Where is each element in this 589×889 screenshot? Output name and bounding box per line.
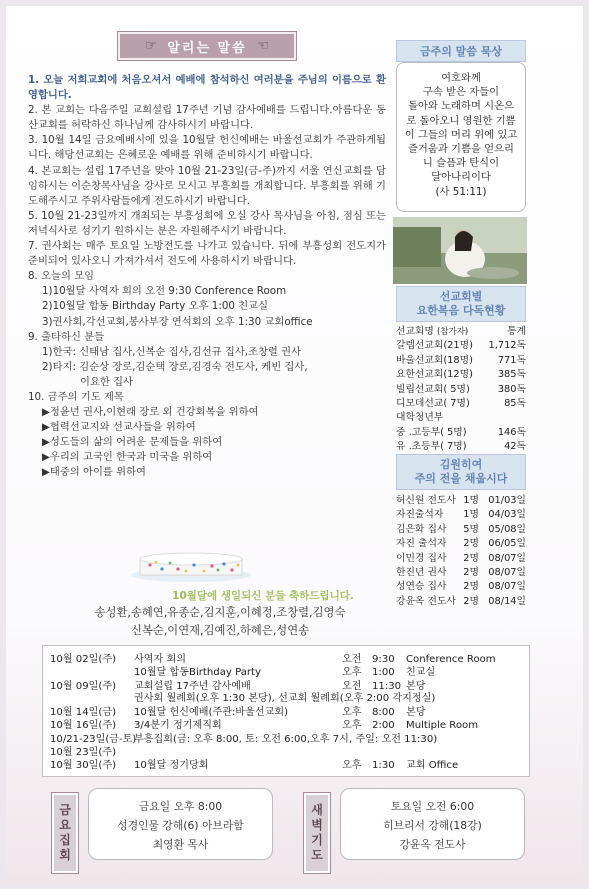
notice-item: 2. 본 교회는 다음주일 교회설립 17주년 기념 감사예배를 드립니다.아름다운 동산교회를 허락하신 하나님께 감사하시기 바랍니다.: [28, 104, 386, 132]
schedule-ampm: 오전: [342, 654, 362, 665]
mission-header-line: 선교회별: [439, 290, 483, 303]
invite-date: 08/07일: [488, 581, 526, 593]
table-row: [396, 383, 526, 397]
mission-name: 대학청년부: [396, 412, 444, 424]
mission-table-header: [396, 325, 526, 339]
verse-reference: (사 51:11): [435, 185, 487, 198]
verse-line: 달아나리이다: [431, 171, 491, 184]
prayer-heading: 10. 금주의 기도 제목: [28, 390, 124, 403]
schedule-place: 교회 Office: [406, 760, 459, 771]
schedule-time: 9:30: [372, 654, 395, 665]
invite-count: 1명: [463, 495, 479, 506]
dawn-line: 토요일 오전 6:00: [390, 800, 475, 813]
table-row: [396, 537, 526, 551]
invite-date: 06/05일: [488, 538, 526, 550]
schedule-date: 10월 09일(주): [50, 681, 117, 692]
dawn-line: 히브리서 강해(18강): [383, 819, 482, 832]
dawn-tag-char: 기: [311, 833, 323, 847]
invite-count: 2명: [463, 538, 479, 550]
pointing-hand-left-icon: ☜: [256, 38, 270, 54]
schedule-time: 11:30: [372, 681, 402, 692]
prayer-item: ▶우리의 고국인 한국과 미국을 위하여: [42, 451, 213, 464]
birthday-names: [40, 604, 400, 640]
invite-name: 강윤옥 전도사: [396, 595, 456, 607]
schedule-time: 8:00: [372, 707, 395, 718]
mission-name: 갈렙선교회(21명): [396, 340, 473, 352]
schedule-place: 친교실: [406, 667, 436, 678]
invite-date: 08/07일: [488, 567, 526, 579]
notices-title-text: 알리는 말씀: [167, 40, 247, 56]
verse-line: 여호와께: [441, 72, 481, 84]
meetings-heading: 8. 오늘의 모임: [28, 270, 95, 283]
invite-count: 1명: [463, 509, 479, 521]
schedule-time: 1:30: [372, 760, 395, 771]
invite-header: [396, 454, 526, 490]
notice-item: 5. 10월 21-23일까지 개최되는 부흥성회에 오실 강사 목사님을 아침, 점심 또는 저녁식사로 섬기기 원하시는 분은 자원해주시기 바랍니다.: [28, 209, 386, 237]
invite-name: 김은화 집사: [396, 523, 447, 535]
mission-count: 1,712독: [488, 340, 526, 352]
invite-header-line: 김원히여: [439, 458, 483, 471]
dawn-tag-char: 벽: [311, 818, 323, 832]
schedule-ampm: 오후: [342, 707, 362, 718]
dawn-tag-char: 새: [311, 803, 323, 817]
verse-line: 니 슬픔과 탄식이: [422, 157, 500, 170]
invite-count: 2명: [463, 552, 479, 564]
table-row: [396, 339, 526, 353]
invite-date: 01/03일: [488, 495, 526, 506]
friday-tag-char: 집: [59, 833, 71, 847]
meeting-item: 1)10월달 사역자 회의 오전 9:30 Conference Room: [42, 285, 287, 298]
friday-line: 성경인물 강해(6) 아브라함: [117, 819, 244, 832]
mission-col-count: 통계: [507, 326, 526, 337]
verse-header: 금주의 말씀 묵상: [396, 40, 526, 62]
schedule-date: 10월 14일(금): [50, 707, 117, 718]
dawn-tag: [304, 793, 330, 873]
visit-item: 이요한 집사: [80, 375, 134, 388]
table-row: [396, 426, 526, 440]
invite-date: 08/14일: [488, 595, 526, 607]
notice-item: 7. 권사회는 매주 토요일 노방전도를 나가고 있습니다. 뒤에 부흥성회 전도지가 준비되어 있사오니 가져가셔서 전도에 사용하시기 바랍니다.: [28, 240, 386, 268]
mission-count: 385독: [497, 369, 526, 381]
notices-title: [118, 32, 296, 60]
mission-header-line: 요한복음 다독현황: [416, 304, 506, 317]
prayer-item: ▶협력선교지와 선교사들을 위하여: [42, 421, 196, 434]
invite-count: 2명: [463, 595, 479, 607]
schedule-event: 권사회 월례회(오후 1:30 본당), 선교회 월례회(오후 2:00 각지정실): [134, 693, 436, 704]
mission-count: 380독: [497, 383, 526, 395]
verse-line: 로 돌아오니 영원한 기쁨: [406, 114, 516, 127]
mission-name: 바울선교회(18명): [396, 354, 473, 366]
schedule-place: Conference Room: [406, 654, 496, 665]
mission-col-name: 선교회명: [396, 326, 434, 337]
mission-name: 요한선교회(12명): [396, 369, 473, 381]
dawn-box: [340, 788, 525, 860]
dawn-line: 강윤옥 전도사: [399, 838, 466, 851]
invite-date: 08/07일: [488, 552, 526, 564]
schedule-date: 10월 23일(주): [50, 747, 117, 758]
table-row: [396, 508, 526, 522]
verse-photo: [393, 217, 527, 284]
schedule-time: 1:00: [372, 667, 395, 678]
friday-tag-char: 요: [59, 818, 71, 832]
notices-body: [28, 73, 386, 481]
schedule-time: 2:00: [372, 720, 395, 731]
table-row: [396, 397, 526, 411]
invite-name: 자진 출석자: [396, 538, 447, 550]
schedule-event: 10월달 합동Birthday Party: [134, 667, 261, 678]
schedule-place: 본당: [406, 707, 426, 718]
invite-name: 이민경 집사: [396, 552, 447, 564]
schedule-ampm: 오전: [342, 681, 362, 692]
invite-name: 자진출석자: [396, 509, 444, 521]
friday-box: [88, 788, 273, 860]
invite-name: 허신원 전도사: [396, 495, 456, 506]
invite-count: 5명: [463, 523, 479, 535]
prayer-item: ▶태중의 아이를 위하여: [42, 466, 146, 479]
verse-line: 돌아와 노래하며 시온으: [407, 100, 514, 113]
invite-count: 2명: [463, 567, 479, 579]
table-row: [396, 566, 526, 580]
friday-tag: [52, 793, 78, 873]
schedule-event: 부흥집회(금: 오후 8:00, 토: 오전 6:00,오후 7시, 주일: 오전 11:30): [134, 734, 438, 745]
mission-count: 42독: [504, 441, 526, 453]
table-row: [396, 354, 526, 368]
verse-line: 이 그들의 머리 위에 있고: [404, 128, 518, 141]
table-row: [396, 494, 526, 508]
table-row: [396, 440, 526, 454]
table-row: [396, 580, 526, 594]
birthday-names-line: 송성환,송혜연,유종순,김지훈,이혜정,조창렬,김영숙: [94, 606, 346, 619]
birthday-cake-icon: [128, 545, 254, 583]
meeting-item: 2)10월달 합동 Birthday Party 오후 1:00 친교실: [42, 300, 269, 313]
table-row: [396, 552, 526, 566]
prayer-item: ▶성도들의 삶의 어려운 문제들을 위하여: [42, 436, 223, 449]
table-row: [396, 411, 526, 425]
invite-count: 2명: [463, 581, 479, 593]
friday-line: 최영환 목사: [152, 838, 209, 851]
invite-table: [396, 494, 526, 609]
mission-count: [480, 411, 526, 425]
prayer-item: ▶정윤년 권사,이현래 장로 외 건강회복을 위하여: [42, 406, 259, 419]
birthday-names-line: 신복순,이연재,김예진,하혜은,성연송: [130, 624, 310, 637]
mission-name: 유 .초등부( 7명): [396, 441, 467, 453]
invite-header-line: 주의 전을 채웁시다: [414, 472, 508, 485]
schedule-place: 본당: [406, 681, 426, 692]
schedule-date: 10/21-23일(금-토): [50, 734, 137, 745]
notice-item: 3. 10월 14일 금요예배시에 있을 10월달 헌신예배는 바울선교회가 주관하게됩니다. 해당선교회는 은혜로운 예배를 위해 준비하시기 바랍니다.: [28, 134, 386, 162]
mission-header: [396, 286, 526, 322]
friday-tag-char: 금: [59, 803, 71, 817]
verse-line: 즐거움과 기쁨을 얻으리: [407, 143, 514, 156]
invite-date: 04/03일: [488, 509, 526, 521]
invite-name: 성연승 집사: [396, 581, 447, 593]
mission-col-sub: (참가자): [436, 327, 469, 337]
friday-tag-char: 회: [59, 848, 71, 862]
verse-box: [396, 62, 526, 212]
visit-item: 2)타지: 김순상 장로,김순택 장로,김경숙 전도사, 케빈 집사,: [42, 360, 308, 373]
pointing-hand-right-icon: ☞: [144, 38, 158, 54]
mission-count: 146독: [497, 426, 526, 438]
invite-date: 05/08일: [488, 523, 526, 535]
dawn-tag-char: 도: [311, 848, 323, 862]
schedule-event: 10월달 헌신예배(주관:바울선교회): [134, 707, 289, 718]
verse-line: 구속 받은 자들이: [422, 86, 500, 99]
table-row: [396, 368, 526, 382]
schedule-ampm: 오후: [342, 667, 362, 678]
schedule-date: 10월 30일(주): [50, 760, 117, 771]
schedule-event: 교회설립 17주년 감사예배: [134, 681, 251, 692]
mission-name: 중 .고등부( 5명): [396, 426, 467, 438]
notice-item: 1. 오늘 저희교회에 처음오셔서 예배에 참석하신 여러분을 주님의 이름으로 환영합니다.: [28, 74, 386, 102]
table-row: [396, 523, 526, 537]
schedule-date: 10월 02일(주): [50, 654, 117, 665]
mission-count: 85독: [504, 398, 526, 410]
schedule-event: 3/4분기 정기제직회: [134, 720, 222, 731]
schedule-date: 10월 16일(주): [50, 720, 117, 731]
schedule-ampm: 오후: [342, 720, 362, 731]
invite-name: 한진년 권사: [396, 567, 447, 579]
schedule-event: 10월달 정기당회: [134, 760, 209, 771]
visits-heading: 9. 출타하신 분들: [28, 330, 105, 343]
friday-line: 금요일 오후 8:00: [138, 800, 223, 813]
visit-item: 1)한국: 신태남 집사,신복순 집사,김선규 집사,조창렬 권사: [42, 345, 302, 358]
mission-name: 빌립선교회( 5명): [396, 383, 470, 395]
schedule-event: 사역자 회의: [134, 654, 186, 665]
notice-item: 4. 본교회는 설립 17주년을 맞아 10월 21-23일(금-주)까지 서울 연신교회를 담임하시는 이순창목사님을 강사로 모시고 부흥회를 개최합니다. 부흥회를 위해 기도해주시고 주위사람들에게 전도하시기 바랍니다.: [28, 164, 386, 207]
mission-count: 771독: [497, 354, 526, 366]
mission-name: 디모데선교( 7명): [396, 398, 470, 410]
mission-table: [396, 325, 526, 455]
schedule-ampm: 오후: [342, 760, 362, 771]
schedule-place: Multiple Room: [406, 720, 479, 731]
table-row: [396, 595, 526, 609]
meeting-item: 3)권사회,각선교회,봉사부장 연석회의 오후 1:30 교회office: [42, 315, 313, 328]
birthday-title: 10월달에 생일되신 분들 축하드립니다.: [172, 590, 354, 602]
